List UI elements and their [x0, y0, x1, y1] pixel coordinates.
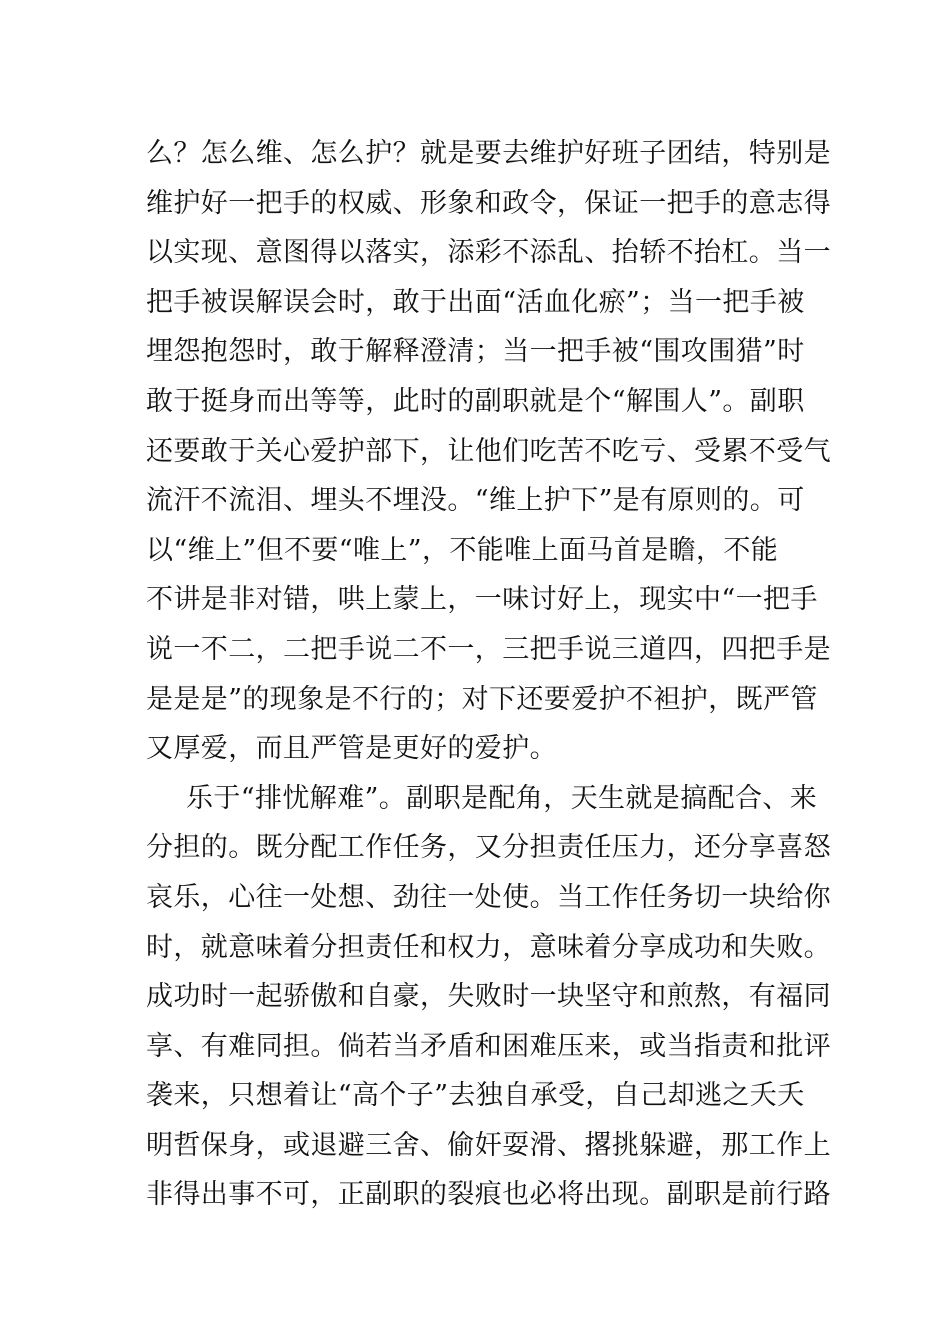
text-line: 又厚爱，而且严管是更好的爱护。 [146, 733, 557, 765]
text-line: 是是是”的现象是不行的；对下还要爱护不袒护，既严管 [146, 683, 818, 715]
text-line: 非得出事不可，正副职的裂痕也必将出现。副职是前行路 [146, 1179, 831, 1211]
text-line: 哀乐，心往一处想、劲往一处使。当工作任务切一块给你 [146, 881, 831, 913]
text-line: 时，就意味着分担责任和权力，意味着分享成功和失败。 [146, 931, 831, 963]
text-line: 还要敢于关心爱护部下，让他们吃苦不吃亏、受累不受气 [146, 435, 831, 467]
text-line: 流汗不流泪、埋头不埋没。“维上护下”是有原则的。可 [146, 485, 805, 517]
text-line: 维护好一把手的权威、形象和政令，保证一把手的意志得 [146, 187, 831, 219]
paragraph-start-line: 乐于“排忧解难”。副职是配角，天生就是搞配合、来 [186, 782, 818, 814]
text-line: 埋怨抱怨时，敢于解释澄清；当一把手被“围攻围猎”时 [146, 336, 805, 368]
text-line: 以实现、意图得以落实，添彩不添乱、抬轿不抬杠。当一 [146, 237, 831, 269]
text-line: 袭来，只想着让“高个子”去独自承受，自己却逃之夭夭 [146, 1080, 805, 1112]
text-line: 分担的。既分配工作任务，又分担责任压力，还分享喜怒 [146, 832, 831, 864]
text-line: 敢于挺身而出等等，此时的副职就是个“解围人”。副职 [146, 385, 805, 417]
text-line: 说一不二，二把手说二不一，三把手说三道四，四把手是 [146, 633, 831, 665]
text-line: 以“维上”但不要“唯上”，不能唯上面马首是瞻，不能 [146, 534, 779, 566]
text-line: 把手被误解误会时，敢于出面“活血化瘀”；当一把手被 [146, 286, 805, 318]
body-text [146, 129, 831, 1220]
text-line: 成功时一起骄傲和自豪，失败时一块坚守和煎熬，有福同 [146, 981, 831, 1013]
text-line: 么？怎么维、怎么护？就是要去维护好班子团结，特别是 [146, 138, 831, 169]
text-line: 享、有难同担。倘若当矛盾和困难压来，或当指责和批评 [146, 1030, 831, 1062]
text-line: 明哲保身，或退避三舍、偷奸耍滑、撂挑躲避，那工作上 [146, 1129, 831, 1161]
text-line: 不讲是非对错，哄上蒙上，一味讨好上，现实中“一把手 [146, 584, 818, 616]
